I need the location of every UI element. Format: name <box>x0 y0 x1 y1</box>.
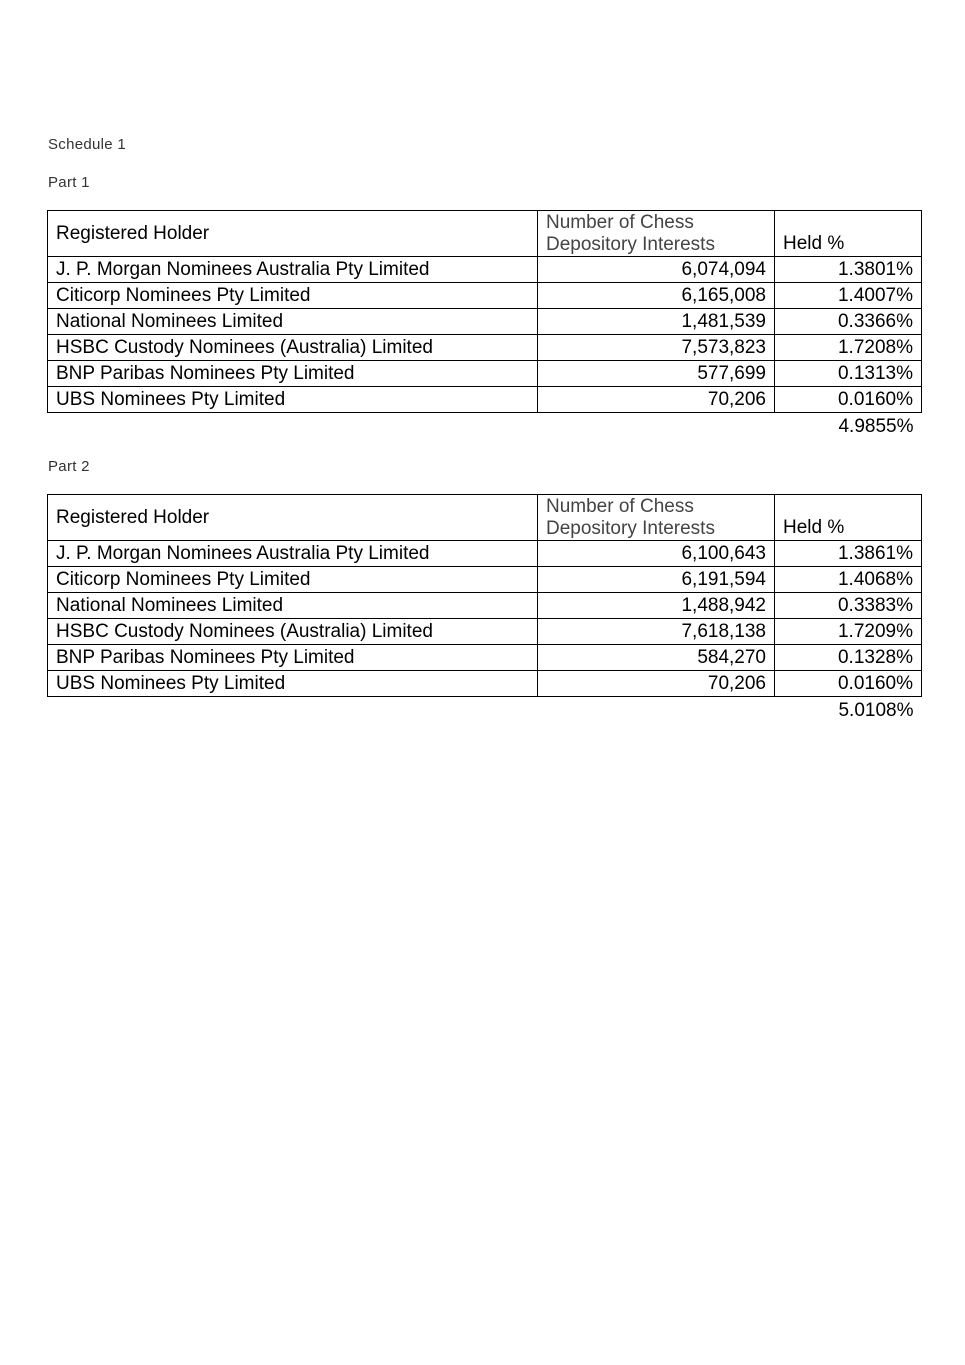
holder-cell: National Nominees Limited <box>48 593 538 619</box>
table-row <box>48 619 922 645</box>
holder-cell: J. P. Morgan Nominees Australia Pty Limited <box>48 257 538 283</box>
held-percent-cell: 0.0160% <box>775 387 922 413</box>
part-2-title: Part 2 <box>48 458 90 475</box>
total-empty-cell <box>48 413 538 442</box>
holder-cell: National Nominees Limited <box>48 309 538 335</box>
table-row <box>48 567 922 593</box>
column-header-number-of-cdis: Number of Chess Depository Interests <box>538 495 775 541</box>
holder-cell: HSBC Custody Nominees (Australia) Limited <box>48 619 538 645</box>
number-cell: 1,481,539 <box>538 309 775 335</box>
total-empty-cell <box>48 697 538 726</box>
column-header-held-percent: Held % <box>775 211 922 257</box>
total-row <box>48 413 922 442</box>
held-percent-cell: 0.3366% <box>775 309 922 335</box>
holder-cell: HSBC Custody Nominees (Australia) Limited <box>48 335 538 361</box>
holder-cell: Citicorp Nominees Pty Limited <box>48 283 538 309</box>
held-percent-cell: 1.4068% <box>775 567 922 593</box>
number-cell: 6,191,594 <box>538 567 775 593</box>
column-header-registered-holder: Registered Holder <box>48 495 538 541</box>
held-percent-cell: 0.1328% <box>775 645 922 671</box>
held-percent-cell: 1.4007% <box>775 283 922 309</box>
column-header-number-of-cdis: Number of Chess Depository Interests <box>538 211 775 257</box>
holder-cell: BNP Paribas Nominees Pty Limited <box>48 361 538 387</box>
part-1-table-wrapper <box>47 210 921 441</box>
holder-cell: UBS Nominees Pty Limited <box>48 387 538 413</box>
table-row <box>48 593 922 619</box>
held-percent-cell: 0.3383% <box>775 593 922 619</box>
holder-cell: J. P. Morgan Nominees Australia Pty Limited <box>48 541 538 567</box>
total-empty-cell <box>538 697 775 726</box>
table-row <box>48 309 922 335</box>
table-row <box>48 283 922 309</box>
number-cell: 6,074,094 <box>538 257 775 283</box>
number-cell: 1,488,942 <box>538 593 775 619</box>
holder-cell: UBS Nominees Pty Limited <box>48 671 538 697</box>
schedule-title: Schedule 1 <box>48 136 127 153</box>
table-row <box>48 541 922 567</box>
column-header-held-percent: Held % <box>775 495 922 541</box>
table-row <box>48 361 922 387</box>
table-row <box>48 257 922 283</box>
held-percent-cell: 1.3861% <box>775 541 922 567</box>
table-row <box>48 335 922 361</box>
held-percent-cell: 1.3801% <box>775 257 922 283</box>
part-1-table <box>47 210 922 441</box>
total-empty-cell <box>538 413 775 442</box>
table-row <box>48 645 922 671</box>
number-cell: 7,573,823 <box>538 335 775 361</box>
number-cell: 584,270 <box>538 645 775 671</box>
total-held-percent: 5.0108% <box>838 700 914 721</box>
number-cell: 577,699 <box>538 361 775 387</box>
held-percent-cell: 0.0160% <box>775 671 922 697</box>
number-cell: 6,100,643 <box>538 541 775 567</box>
table-row <box>48 387 922 413</box>
column-header-registered-holder: Registered Holder <box>48 211 538 257</box>
number-cell: 70,206 <box>538 671 775 697</box>
part-2-table-wrapper <box>47 494 921 725</box>
total-held-percent: 4.9855% <box>838 416 914 437</box>
held-percent-cell: 0.1313% <box>775 361 922 387</box>
number-cell: 6,165,008 <box>538 283 775 309</box>
held-percent-cell: 1.7208% <box>775 335 922 361</box>
table-row <box>48 671 922 697</box>
table-header-row <box>48 211 922 257</box>
holder-cell: BNP Paribas Nominees Pty Limited <box>48 645 538 671</box>
table-header-row <box>48 495 922 541</box>
part-2-table <box>47 494 922 725</box>
part-1-title: Part 1 <box>48 174 90 191</box>
number-cell: 7,618,138 <box>538 619 775 645</box>
holder-cell: Citicorp Nominees Pty Limited <box>48 567 538 593</box>
held-percent-cell: 1.7209% <box>775 619 922 645</box>
total-row <box>48 697 922 726</box>
number-cell: 70,206 <box>538 387 775 413</box>
